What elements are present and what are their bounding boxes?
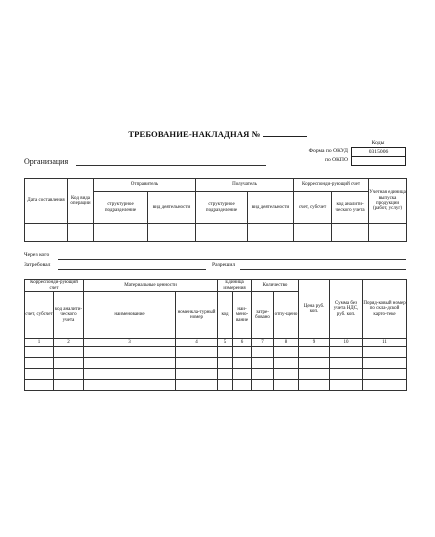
table-cell[interactable] xyxy=(218,380,233,391)
allowed-field[interactable] xyxy=(240,269,406,270)
table-cell[interactable] xyxy=(248,224,294,242)
col-number: 3 xyxy=(84,339,176,347)
table-cell[interactable] xyxy=(54,358,84,369)
table-row xyxy=(25,347,407,358)
col-op-code: Код вида операции xyxy=(68,179,94,224)
table-cell[interactable] xyxy=(176,369,218,380)
col-number: 2 xyxy=(54,339,84,347)
title-number-field[interactable] xyxy=(263,128,307,137)
table-cell[interactable] xyxy=(176,358,218,369)
col-material: Материальные ценности xyxy=(84,280,218,292)
col-unit-output: Учетная единица выпуска продукции (работ, услуг) xyxy=(369,179,407,224)
table-cell[interactable] xyxy=(363,369,407,380)
table-cell[interactable] xyxy=(54,369,84,380)
organization-label: Организация xyxy=(24,157,69,166)
table-cell[interactable] xyxy=(233,369,252,380)
okud-code-value: 0315006 xyxy=(368,149,389,155)
column-numbers-row xyxy=(25,339,407,347)
table-row xyxy=(25,369,407,380)
table-cell[interactable] xyxy=(218,358,233,369)
table-cell[interactable] xyxy=(252,380,274,391)
col-number: 11 xyxy=(363,339,407,347)
col-sender-dept: структурное подразделение xyxy=(94,192,148,224)
col-sum: Сумма без учета НДС, руб. коп. xyxy=(330,280,363,339)
col-receiver-activity: вид деятельности xyxy=(248,192,294,224)
organization-field[interactable] xyxy=(76,165,266,166)
table-cell[interactable] xyxy=(68,224,94,242)
table-cell[interactable] xyxy=(218,369,233,380)
okpo-label: по ОКПО xyxy=(324,157,348,163)
col-number: 7 xyxy=(252,339,274,347)
col-corr-account: Корреспонди-рующий счет xyxy=(294,179,369,192)
requested-label: Затребовал xyxy=(24,262,51,268)
table-row xyxy=(25,358,407,369)
table-cell[interactable] xyxy=(25,224,68,242)
table-cell[interactable] xyxy=(218,347,233,358)
table-row xyxy=(25,224,407,242)
col-receiver: Получатель xyxy=(196,179,294,192)
col-corr-analytic: код аналити-ческого учета xyxy=(54,292,84,339)
col-sender-activity: вид деятельности xyxy=(148,192,196,224)
table-cell[interactable] xyxy=(54,380,84,391)
col-unit-code: код xyxy=(218,292,233,339)
items-table xyxy=(24,279,407,391)
table-cell[interactable] xyxy=(54,347,84,358)
col-corr-account: Корреспонди-рующий счет xyxy=(25,280,84,292)
table-cell[interactable] xyxy=(363,347,407,358)
table-cell[interactable] xyxy=(299,380,330,391)
table-cell[interactable] xyxy=(299,358,330,369)
table-cell[interactable] xyxy=(299,369,330,380)
allowed-label: Разрешил xyxy=(212,262,236,268)
col-quantity: Количество xyxy=(252,280,299,292)
table-cell[interactable] xyxy=(84,347,176,358)
title-text: ТРЕБОВАНИЕ-НАКЛАДНАЯ № xyxy=(128,129,261,139)
table-cell[interactable] xyxy=(25,358,54,369)
through-label: Через кого xyxy=(24,252,50,258)
col-number: 9 xyxy=(299,339,330,347)
col-material-name: наименование xyxy=(84,292,176,339)
col-unit-name: наи-мено-вание xyxy=(233,292,252,339)
okud-label: Форма по ОКУД xyxy=(308,148,348,154)
col-sender: Отправитель xyxy=(94,179,196,192)
codes-label: Коды xyxy=(371,140,385,146)
table-cell[interactable] xyxy=(25,347,54,358)
table-cell[interactable] xyxy=(330,358,363,369)
col-number: 8 xyxy=(274,339,299,347)
col-number: 4 xyxy=(176,339,218,347)
document-title xyxy=(0,128,435,139)
table-cell[interactable] xyxy=(84,380,176,391)
col-date: Дата составления xyxy=(25,179,68,224)
col-number: 1 xyxy=(25,339,54,347)
through-field[interactable] xyxy=(58,259,406,260)
okpo-code-cell[interactable] xyxy=(351,156,406,166)
table-cell[interactable] xyxy=(330,369,363,380)
header-table xyxy=(24,178,407,242)
col-qty-requested: затре-бовано xyxy=(252,292,274,339)
col-number: 10 xyxy=(330,339,363,347)
table-cell[interactable] xyxy=(176,347,218,358)
table-cell[interactable] xyxy=(252,369,274,380)
col-qty-released: отпу-щено xyxy=(274,292,299,339)
table-cell[interactable] xyxy=(274,369,299,380)
table-cell[interactable] xyxy=(94,224,148,242)
table-cell[interactable] xyxy=(233,347,252,358)
table-cell[interactable] xyxy=(25,380,54,391)
table-cell[interactable] xyxy=(84,369,176,380)
col-corr-subaccount: счет, субсчет xyxy=(294,192,332,224)
table-cell[interactable] xyxy=(25,369,54,380)
table-cell[interactable] xyxy=(274,347,299,358)
table-cell[interactable] xyxy=(299,347,330,358)
table-cell[interactable] xyxy=(332,224,369,242)
table-cell[interactable] xyxy=(176,380,218,391)
table-cell[interactable] xyxy=(196,224,248,242)
table-cell[interactable] xyxy=(233,358,252,369)
table-row xyxy=(25,380,407,391)
table-cell[interactable] xyxy=(252,358,274,369)
table-cell[interactable] xyxy=(148,224,196,242)
col-number: 5 xyxy=(218,339,233,347)
table-cell[interactable] xyxy=(330,380,363,391)
col-material-number: номенкла-турный номер xyxy=(176,292,218,339)
table-cell[interactable] xyxy=(84,358,176,369)
table-cell[interactable] xyxy=(369,224,407,242)
table-cell[interactable] xyxy=(274,358,299,369)
col-receiver-dept: структурное подразделение xyxy=(196,192,248,224)
col-number: 6 xyxy=(233,339,252,347)
table-cell[interactable] xyxy=(330,347,363,358)
table-cell[interactable] xyxy=(363,380,407,391)
col-unit: Единица измерения xyxy=(218,280,252,292)
table-cell[interactable] xyxy=(233,380,252,391)
table-cell[interactable] xyxy=(274,380,299,391)
col-corr-subaccount: счет, субсчет xyxy=(25,292,54,339)
col-corr-analytic: код аналити-ческого учета xyxy=(332,192,369,224)
requested-field[interactable] xyxy=(58,269,206,270)
col-card-number: Поряд-ковый номер по скла-дской карто-теке xyxy=(363,280,407,339)
table-cell[interactable] xyxy=(363,358,407,369)
col-price: Цена руб. коп. xyxy=(299,280,330,339)
table-cell[interactable] xyxy=(294,224,332,242)
table-cell[interactable] xyxy=(252,347,274,358)
